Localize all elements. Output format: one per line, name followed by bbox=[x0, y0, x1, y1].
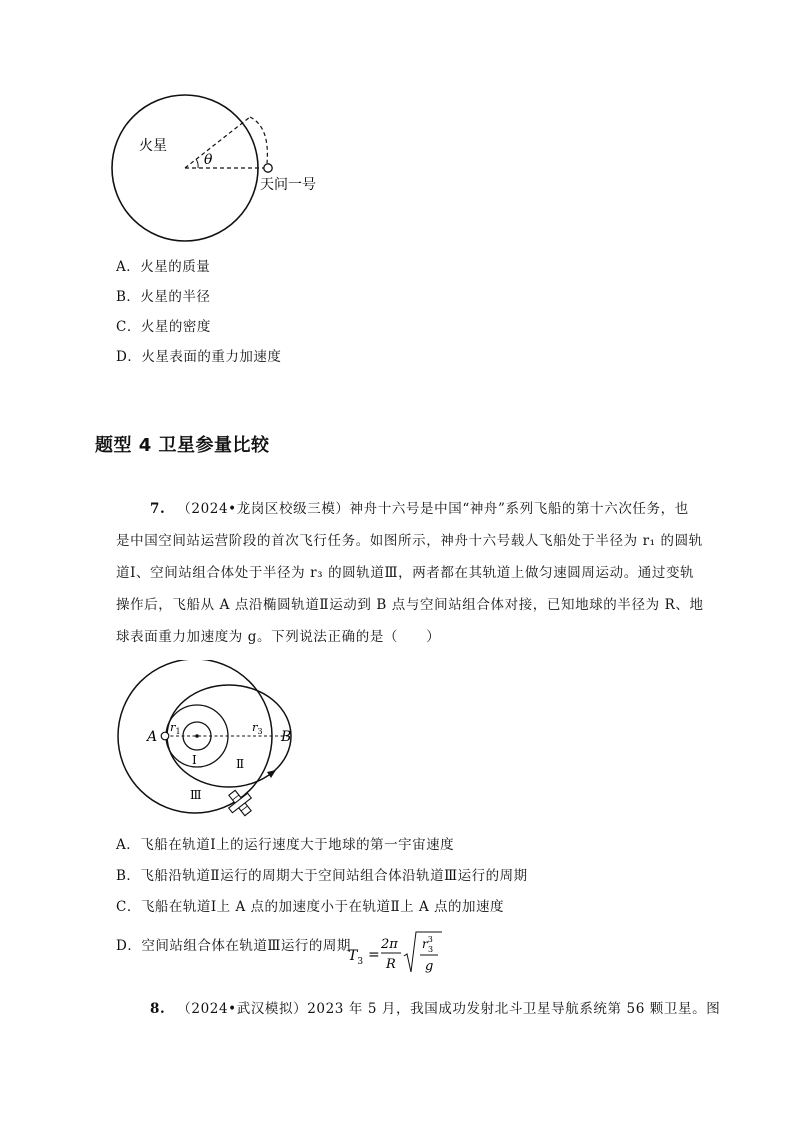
q7-option-d-text: D．空间站组合体在轨道Ⅲ运行的周期 bbox=[116, 938, 351, 954]
q7-number: 7. bbox=[150, 501, 166, 517]
point-b-label: B bbox=[281, 729, 292, 745]
formula-rad-r: r bbox=[422, 937, 428, 951]
orbit-2-arrow bbox=[267, 770, 276, 778]
r3-subscript: 3 bbox=[257, 727, 263, 736]
r3-label bbox=[252, 720, 263, 736]
q7-text-1: （2024•龙岗区校级三模）神舟十六号是中国“神舟”系列飞船的第十六次任务，也 bbox=[177, 501, 689, 517]
point-a-dot bbox=[161, 732, 169, 740]
formula-numerator: 2π bbox=[381, 937, 398, 952]
q7-line-5: 球表面重力加速度为 g。下列说法正确的是（ ） bbox=[116, 629, 441, 645]
formula-rad-sup: 3 bbox=[427, 935, 433, 944]
angle-arc bbox=[196, 159, 198, 168]
q7-line-2: 是中国空间站运营阶段的首次飞行任务。如图所示，神舟十六号载人飞船处于半径为 r₁ 的圆轨 bbox=[116, 533, 703, 549]
probe-label: 天问一号 bbox=[260, 177, 316, 193]
r1-subscript: 1 bbox=[175, 727, 181, 736]
q8-number: 8. bbox=[150, 1001, 166, 1017]
formula-t bbox=[348, 948, 363, 967]
planet-label: 火星 bbox=[139, 138, 167, 154]
q7-option-b: B．飞船沿轨道Ⅱ运行的周期大于空间站组合体沿轨道Ⅲ运行的周期 bbox=[116, 868, 528, 884]
period-formula bbox=[346, 928, 446, 980]
orbit-1-label: Ⅰ bbox=[192, 753, 197, 767]
formula-rad-denominator: g bbox=[425, 959, 434, 974]
r1-letter: r bbox=[170, 720, 176, 734]
point-a-label: A bbox=[147, 729, 158, 745]
orbit-2-label: Ⅱ bbox=[236, 757, 245, 771]
earth-center-dot bbox=[195, 734, 199, 738]
mars-orbit-figure bbox=[100, 85, 350, 260]
formula-equals: = bbox=[368, 947, 380, 963]
q7-line-3: 道Ⅰ、空间站组合体处于半径为 r₃ 的圆轨道Ⅲ，两者都在其轨道上做匀速圆周运动。通过变轨 bbox=[116, 565, 695, 581]
r1-label bbox=[170, 720, 181, 736]
r3-letter: r bbox=[252, 720, 258, 734]
q7-line-1 bbox=[150, 497, 689, 517]
q8-line-1 bbox=[150, 997, 720, 1017]
q7-option-a: A．飞船在轨道Ⅰ上的运行速度大于地球的第一宇宙速度 bbox=[116, 837, 455, 853]
q7-line-4: 操作后，飞船从 A 点沿椭圆轨道Ⅱ运动到 B 点与空间站组合体对接，已知地球的半径为 R、地 bbox=[116, 597, 704, 613]
q8-text-1: （2024•武汉模拟）2023 年 5 月，我国成功发射北斗卫星导航系统第 56 颗卫星。图 bbox=[177, 1001, 721, 1017]
orbit-3-label: Ⅲ bbox=[190, 788, 202, 802]
q6-option-b: B．火星的半径 bbox=[116, 289, 211, 305]
space-station-icon bbox=[223, 785, 258, 820]
q6-option-c: C．火星的密度 bbox=[116, 319, 211, 335]
formula-t-sub: 3 bbox=[357, 957, 364, 967]
q6-option-d: D．火星表面的重力加速度 bbox=[116, 349, 282, 365]
formula-denominator: R bbox=[386, 957, 396, 972]
probe-dot bbox=[264, 164, 272, 172]
orbit-figure bbox=[110, 660, 310, 835]
section-title: 题型 4 卫星参量比较 bbox=[95, 435, 270, 456]
q6-option-a: A．火星的质量 bbox=[116, 259, 211, 275]
formula-rad-sub: 3 bbox=[428, 945, 434, 954]
q7-option-c: C．飞船在轨道Ⅰ上 A 点的加速度小于在轨道Ⅱ上 A 点的加速度 bbox=[116, 899, 505, 915]
angle-label: θ bbox=[204, 152, 213, 168]
radius-dashed-angled bbox=[185, 117, 250, 168]
formula-t-letter: T bbox=[348, 948, 358, 964]
